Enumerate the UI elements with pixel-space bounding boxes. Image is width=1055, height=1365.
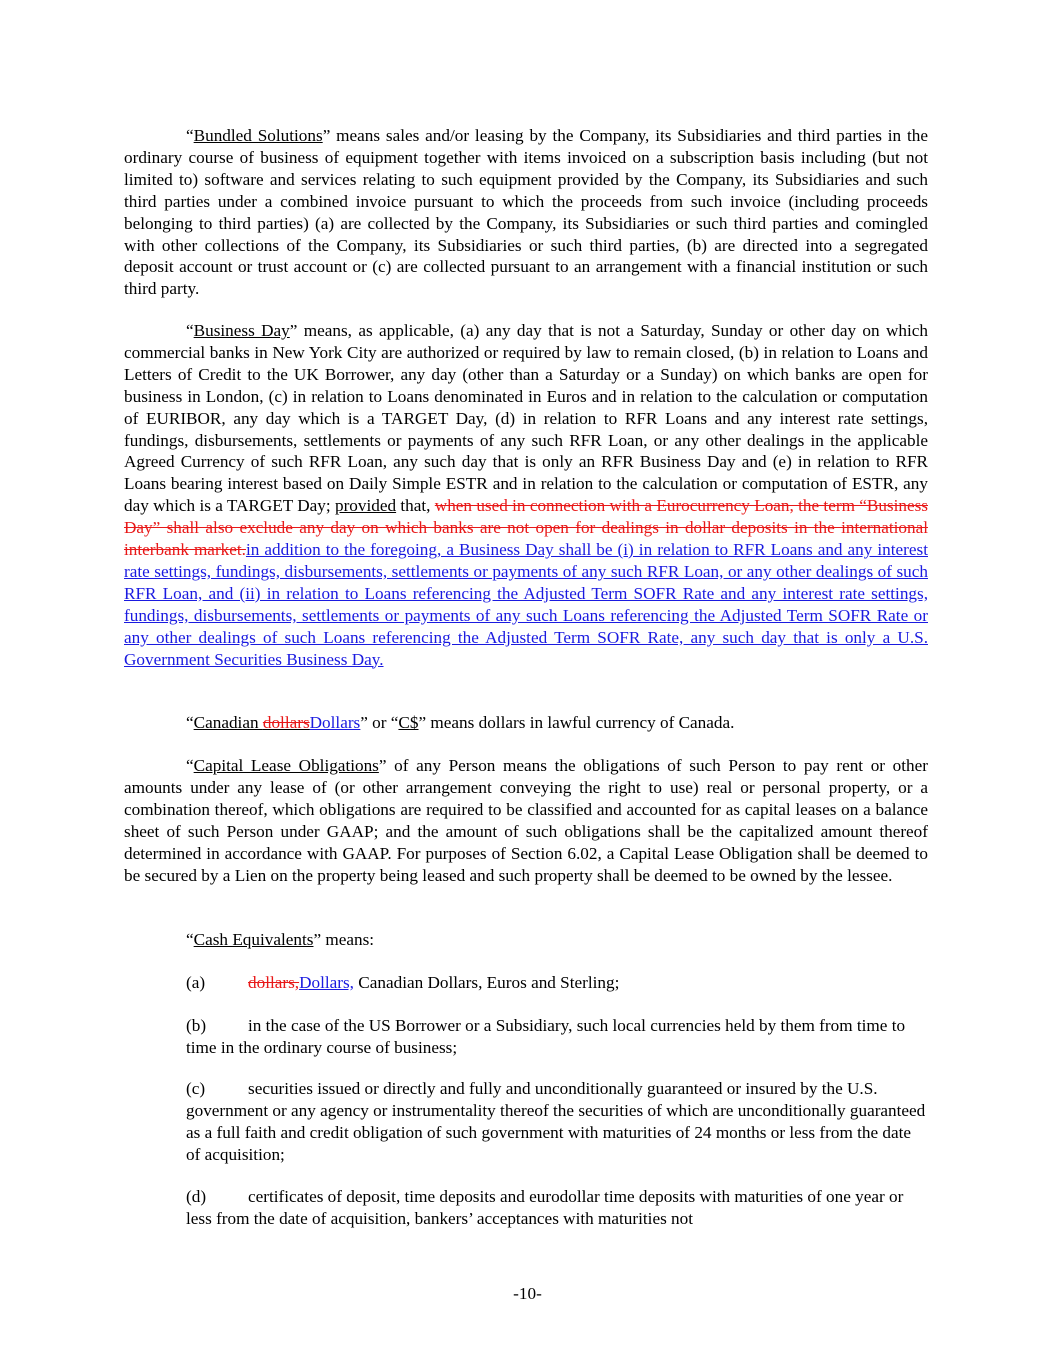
definition-cash-equivalents: [124, 929, 928, 951]
item-text: certificates of deposit, time deposits and eurodollar time deposits with maturities of one year or less from the date of acquisition, bankers’ acceptances with maturities not: [186, 1187, 904, 1228]
definition-bundled-solutions: [124, 125, 928, 300]
definition-capital-lease-obligations: [124, 755, 928, 886]
item-text: in the case of the US Borrower or a Subsidiary, such local currencies held by them from time to time in the ordinary course of business;: [186, 1016, 906, 1057]
definition-text: ” or “: [360, 713, 399, 732]
deleted-text: dollars,: [248, 973, 300, 992]
inserted-text: Dollars: [309, 713, 361, 732]
definition-text: ” means:: [313, 930, 375, 949]
defined-term: [194, 713, 361, 732]
item-text: securities issued or directly and fully and unconditionally guaranteed or insured by the U.S. government or any agency or instrumentality thereof the securities of which are unconditionally guaranteed as a full faith and credit obligation of such government with maturities of 24 months or less from the date of acquisition;: [186, 1079, 926, 1164]
definition-text: ” means sales and/or leasing by the Company, its Subsidiaries and third parties in the ordinary course of business of equipment together with items invoiced on a subscription basis including (but not limited to) software and services relating to such equipment provided by the Company, its Subsidiaries and such third parties under a combined invoice pursuant to which the proceeds from such invoice (including proceeds belonging to third parties) (a) are collected by the Company, its Subsidiaries or such third parties and comingled with other collections of the Company, its Subsidiaries or such third parties, (b) are directed into a segregated deposit account or trust account or (c) are collected pursuant to an arrangement with a financial institution or such third party.: [124, 126, 928, 299]
defined-term: Business Day: [193, 321, 290, 340]
definition-text: ” of any Person means the obligations of such Person to pay rent or other amounts under any lease of (or other arrangement conveying the right to use) real or personal property, or a combination thereof, which obligations are required to be classified and accounted for as capital leases on a balance sheet of such Person under GAAP; and the amount of such obligations shall be the capitalized amount thereof determined in accordance with GAAP. For purposes of Section 6.02, a Capital Lease Obligation shall be deemed to be secured by a Lien on the property being leased and such property shall be deemed to be owned by the lessee.: [124, 756, 928, 885]
definition-business-day: [124, 320, 928, 671]
quote-open: “: [186, 713, 194, 732]
deleted-text: dollars: [262, 713, 310, 732]
defined-term-2: C$: [398, 713, 419, 732]
page-number: -10-: [513, 1284, 542, 1303]
defined-term-text: Canadian: [193, 713, 263, 732]
quote-open: “: [186, 756, 194, 775]
quote-open: “: [186, 321, 194, 340]
defined-term: Bundled Solutions: [193, 126, 323, 145]
quote-open: “: [186, 930, 194, 949]
cash-equivalents-item-a: [186, 972, 928, 994]
defined-term: Cash Equivalents: [193, 930, 314, 949]
definition-text: ” means, as applicable, (a) any day that is not a Saturday, Sunday or other day on which commercial banks in New York City are authorized or required by law to remain closed, (b) in relation to Loans and Letters of Credit to the UK Borrower, any day (other than a Saturday or a Sunday) on which banks are open for business in London, (c) in relation to Loans denominated in Euros and in relation to the calculation or computation of EURIBOR, any day which is a TARGET Day, (d) in relation to RFR Loans and any interest rate settings, fundings, disbursements, settlements or payments of any such RFR Loan, or any other dealings in the applicable Agreed Currency of such RFR Loan, any such day that is only an RFR Business Day and (e) in relation to RFR Loans bearing interest based on Daily Simple ESTR and in relation to the calculation or computation of ESTR, any day which is a TARGET Day;: [124, 321, 928, 516]
cash-equivalents-item-b: [186, 1015, 928, 1059]
defined-term: Capital Lease Obligations: [193, 756, 379, 775]
item-label: (a): [186, 973, 206, 992]
item-label: (c): [186, 1079, 206, 1098]
cash-equivalents-item-d: [186, 1186, 928, 1230]
inserted-text: in addition to the foregoing, a Business Day shall be (i) in relation to RFR Loans and any interest rate settings, fundings, disbursements, settlements or payments of any such RFR Loan, or any other dealings of such RFR Loan, and (ii) in relation to Loans referencing the Adjusted Term SOFR Rate and any interest rate settings, fundings, disbursements, settlements or payments of any such Loans referencing the Adjusted Term SOFR Rate or any other dealings of such Loans referencing the Adjusted Term SOFR Rate, any such day that is only a U.S. Government Securities Business Day.: [124, 540, 928, 669]
deleted-text: when used in connection with a Eurocurrency Loan, the term “Business Day” shall also exclude any day on which banks are not open for dealings in dollar deposits in the international interbank market.: [124, 496, 928, 560]
definition-canadian-dollars: [124, 712, 928, 734]
quote-open: “: [186, 126, 194, 145]
provided-term: provided: [334, 496, 397, 516]
item-label: (d): [186, 1187, 207, 1206]
cash-equivalents-item-c: [186, 1078, 928, 1166]
definition-text: that,: [396, 496, 435, 516]
item-text: Canadian Dollars, Euros and Sterling;: [353, 973, 620, 992]
item-label: (b): [186, 1016, 207, 1035]
definition-text: ” means dollars in lawful currency of Canada.: [418, 713, 735, 732]
inserted-text: Dollars,: [299, 973, 354, 992]
